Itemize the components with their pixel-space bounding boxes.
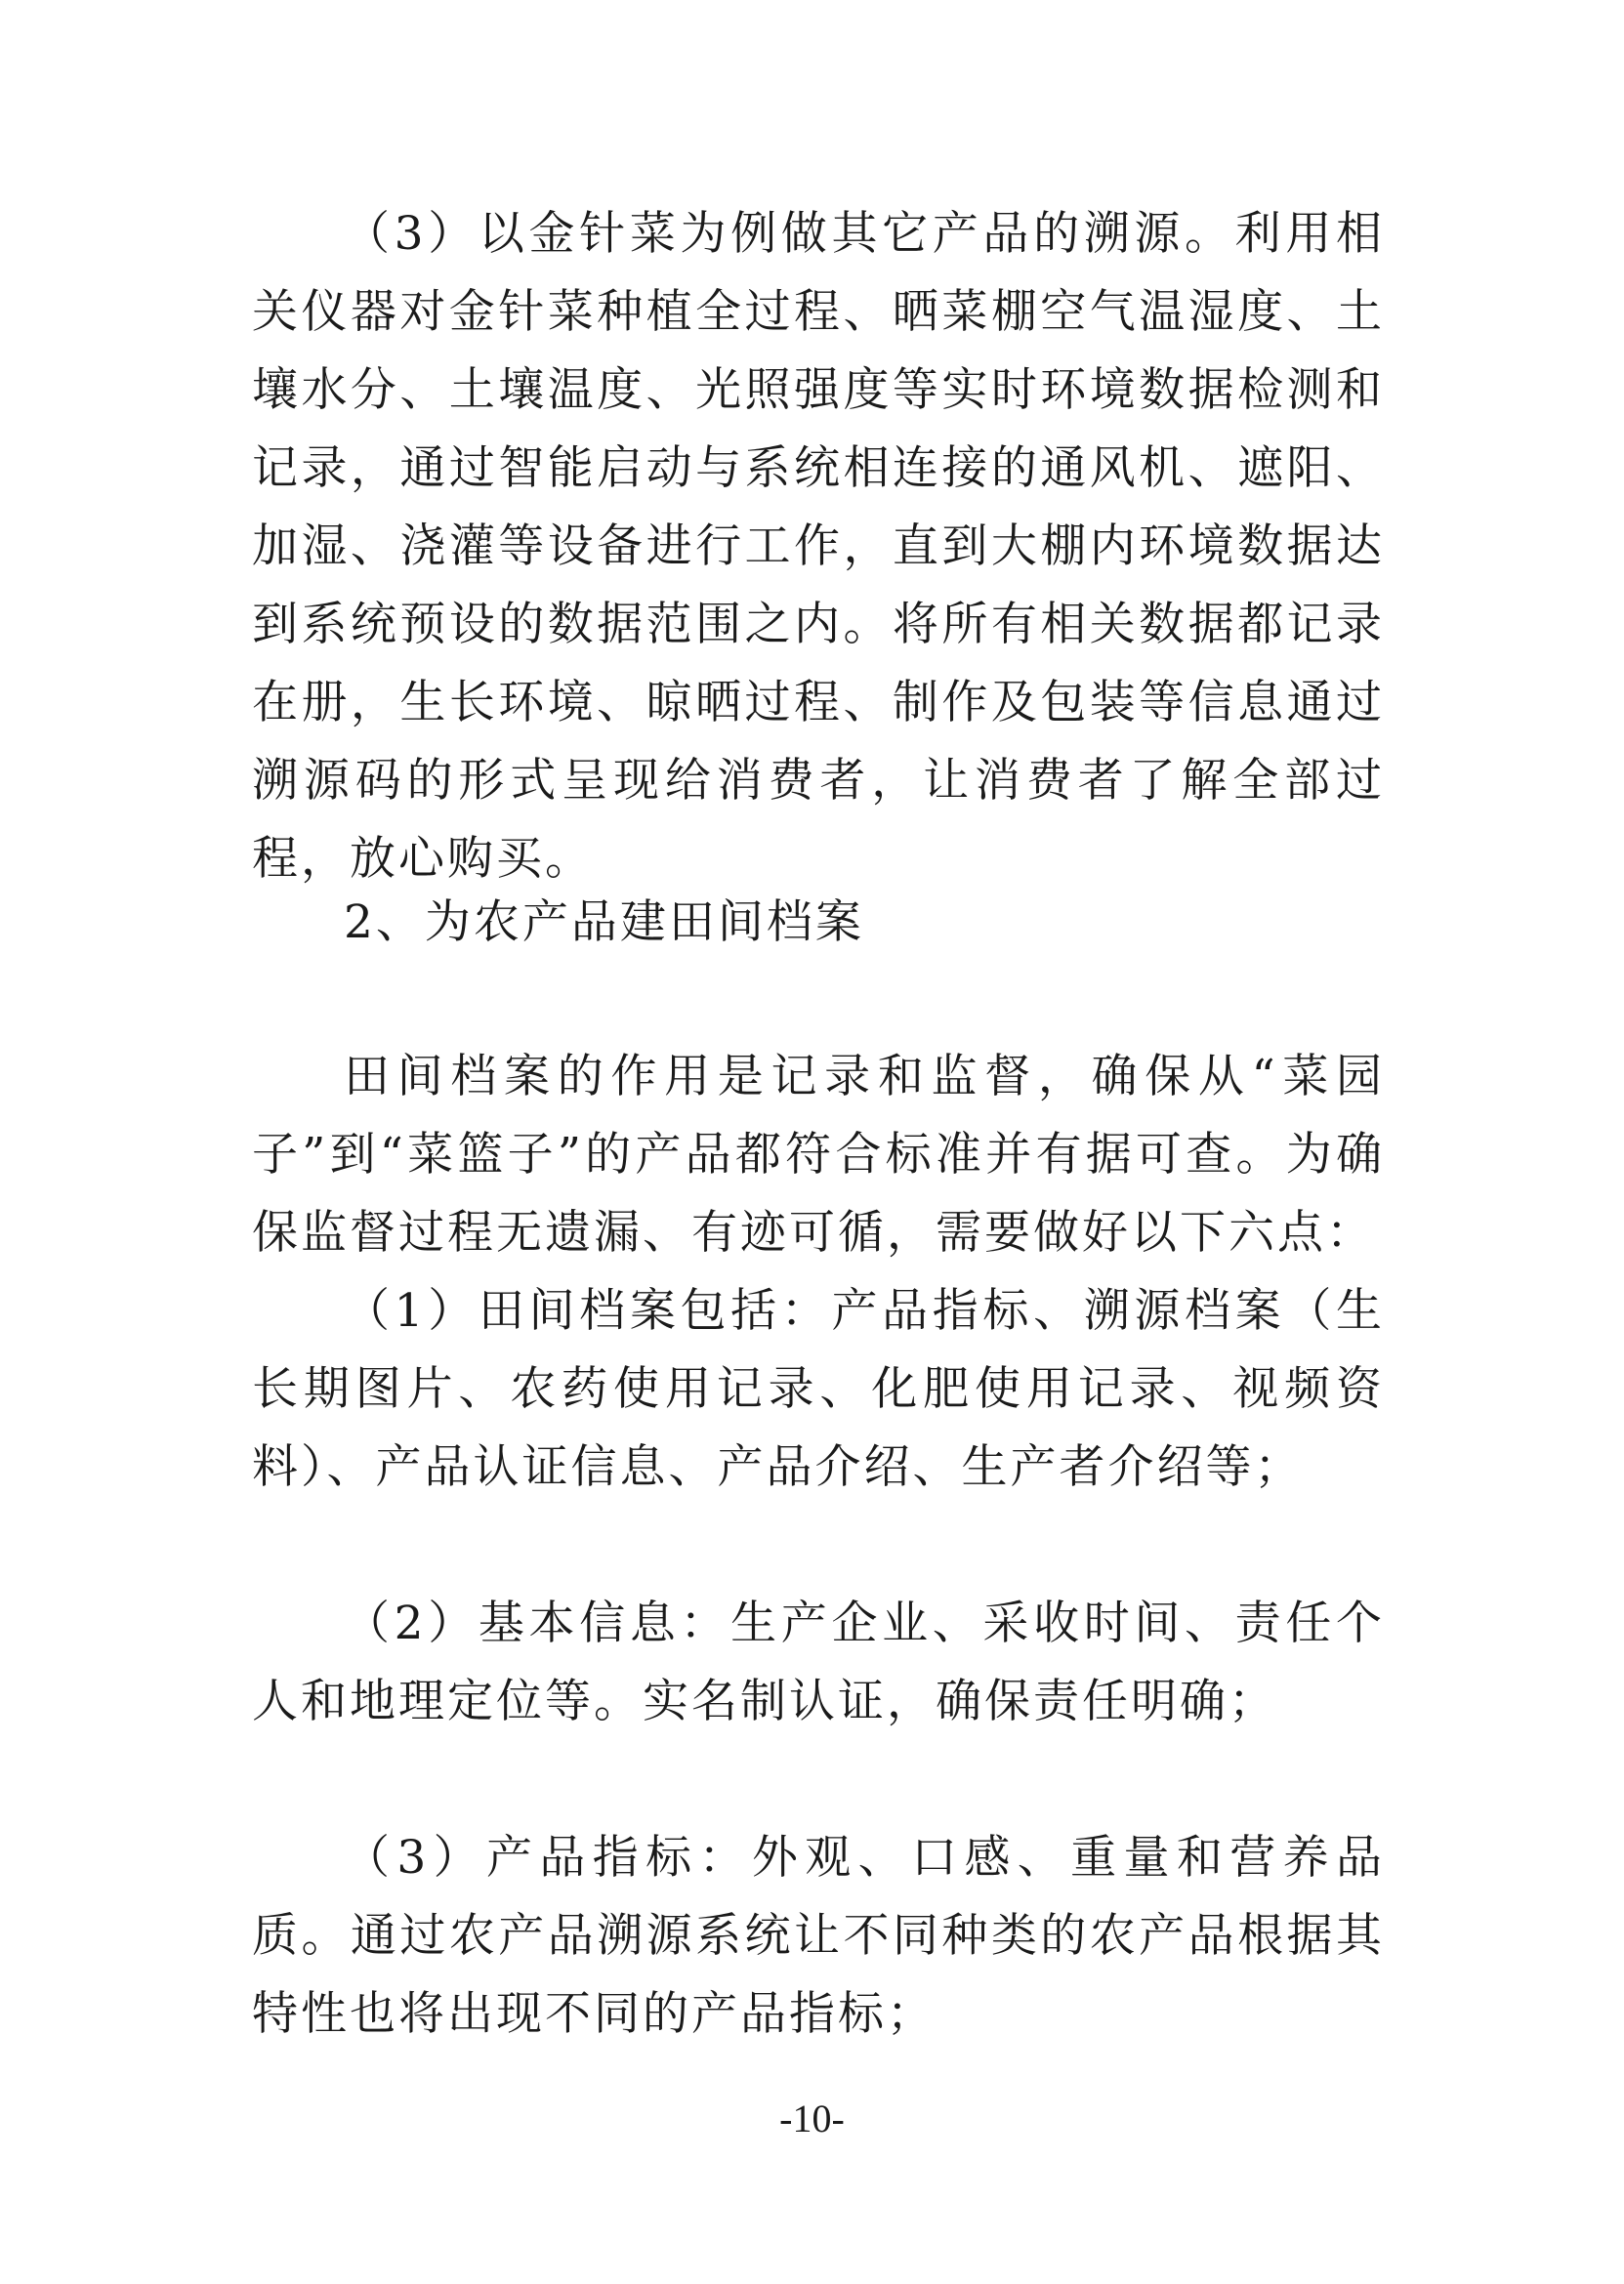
paragraph-item-3-product-indicators: （3）产品指标：外观、口感、重量和营养品质。通过农产品溯源系统让不同种类的农产品根据其特性也将出现不同的产品指标； xyxy=(252,1831,1385,2041)
paragraph-field-archive-purpose: 田间档案的作用是记录和监督，确保从“菜园子”到“菜篮子”的产品都符合标准并有据可查。为确保监督过程无遗漏、有迹可循，需要做好以下六点： xyxy=(252,1050,1385,1260)
section-heading-field-archive: 2、为农产品建田间档案 xyxy=(344,895,864,949)
paragraph-traceability-example: （3）以金针菜为例做其它产品的溯源。利用相关仪器对金针菜种植全过程、晒菜棚空气温湿度、土壤水分、土壤温度、光照强度等实时环境数据检测和记录，通过智能启动与系统相连接的通风机、遮阳、加湿、浇灌等设备进行工作，直到大棚内环境数据达到系统预设的数据范围之内。将所有相关数据都记录在册，生长环境、晾晒过程、制作及包装等信息通过溯源码的形式呈现给消费者，让消费者了解全部过程，放心购买。 xyxy=(252,207,1385,886)
paragraph-item-1-archive-contents: （1）田间档案包括：产品指标、溯源档案（生长期图片、农药使用记录、化肥使用记录、视频资料）、产品认证信息、产品介绍、生产者介绍等； xyxy=(252,1284,1385,1494)
page-number: -10- xyxy=(779,2097,845,2140)
paragraph-item-2-basic-info: （2）基本信息：生产企业、采收时间、责任个人和地理定位等。实名制认证，确保责任明确； xyxy=(252,1597,1385,1728)
